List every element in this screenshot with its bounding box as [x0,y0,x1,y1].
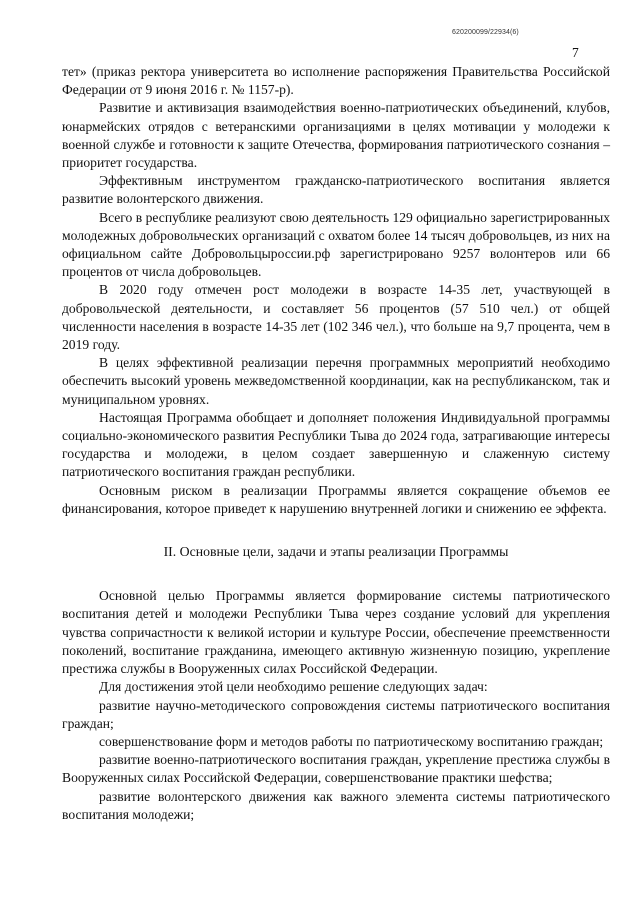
section-heading: II. Основные цели, задачи и этапы реализации Программы [163,544,509,560]
goal-paragraph: Основной целью Программы является формирование системы патриотического воспитания детей и молодежи Республики Тыва через создание условий для укрепления чувства сопричастности к великой истории и культуре России, обеспечение преемственности поколений, воспитание гражданина, имеющего активную жизненную позицию, укрепление престижа службы в Вооруженных силах Российской Федерации. [62,588,610,677]
paragraph: Развитие и активизация взаимодействия военно-патриотических объединений, клубов, юнармейских отрядов с ветеранскими организациями в целях мотивации у молодежи к военной службе и готовности к защите Отечества, формирования патриотического сознания – приоритет государства. [62,100,610,171]
paragraph: В целях эффективной реализации перечня программных мероприятий необходимо обеспечить высокий уровень межведомственной координации, как на республиканском, так и муниципальном уровнях. [62,355,610,407]
task-item: развитие волонтерского движения как важного элемента системы патриотического воспитания молодежи; [62,788,610,822]
paragraph: В 2020 году отмечен рост молодежи в возрасте 14-35 лет, участвующей в добровольческой деятельности, и составляет 56 процентов (57 510 чел.) от общей численности населения в возрасте 14-35 лет (102 346 чел.), что больше на 9,7 процента, чем в 2019 году. [62,282,610,353]
tasks-intro: Для достижения этой цели необходимо решение следующих задач: [99,679,488,695]
task-item: совершенствование форм и методов работы по патриотическому воспитанию граждан; [99,733,604,749]
paragraph-continuation: тет» (приказ ректора университета во исполнение распоряжения Правительства Российской Федерации от 9 июня 2016 г. № 1157-р). [62,64,610,98]
paragraph: Эффективным инструментом гражданско-патриотического воспитания является развитие волонтерского движения. [62,173,610,207]
document-code: 620200099/22934(6) [452,29,519,36]
document-body [62,63,610,824]
paragraph: Основным риском в реализации Программы является сокращение объемов ее финансирования, которое приведет к нарушению внутренней логики и снижению ее эффекта. [62,482,610,516]
paragraph: Настоящая Программа обобщает и дополняет положения Индивидуальной программы социально-экономического развития Республики Тыва до 2024 года, затрагивающие интересы государства и молодежи, в целом создает завершенную и слаженную систему патриотического воспитания граждан республики. [62,409,610,480]
page-number: 7 [572,45,579,60]
task-item: развитие военно-патриотического воспитания граждан, укрепление престижа службы в Вооруженных силах Российской Федерации, совершенствование практики шефства; [62,752,610,786]
paragraph: Всего в республике реализуют свою деятельность 129 официально зарегистрированных молодежных добровольческих организаций с охватом более 14 тысяч добровольцев, из них на официальном сайте Добровольцыроссии.рф зарегистрировано 9257 волонтеров или 66 процентов от числа добровольцев. [62,209,610,280]
task-item: развитие научно-методического сопровождения системы патриотического воспитания граждан; [62,697,610,731]
